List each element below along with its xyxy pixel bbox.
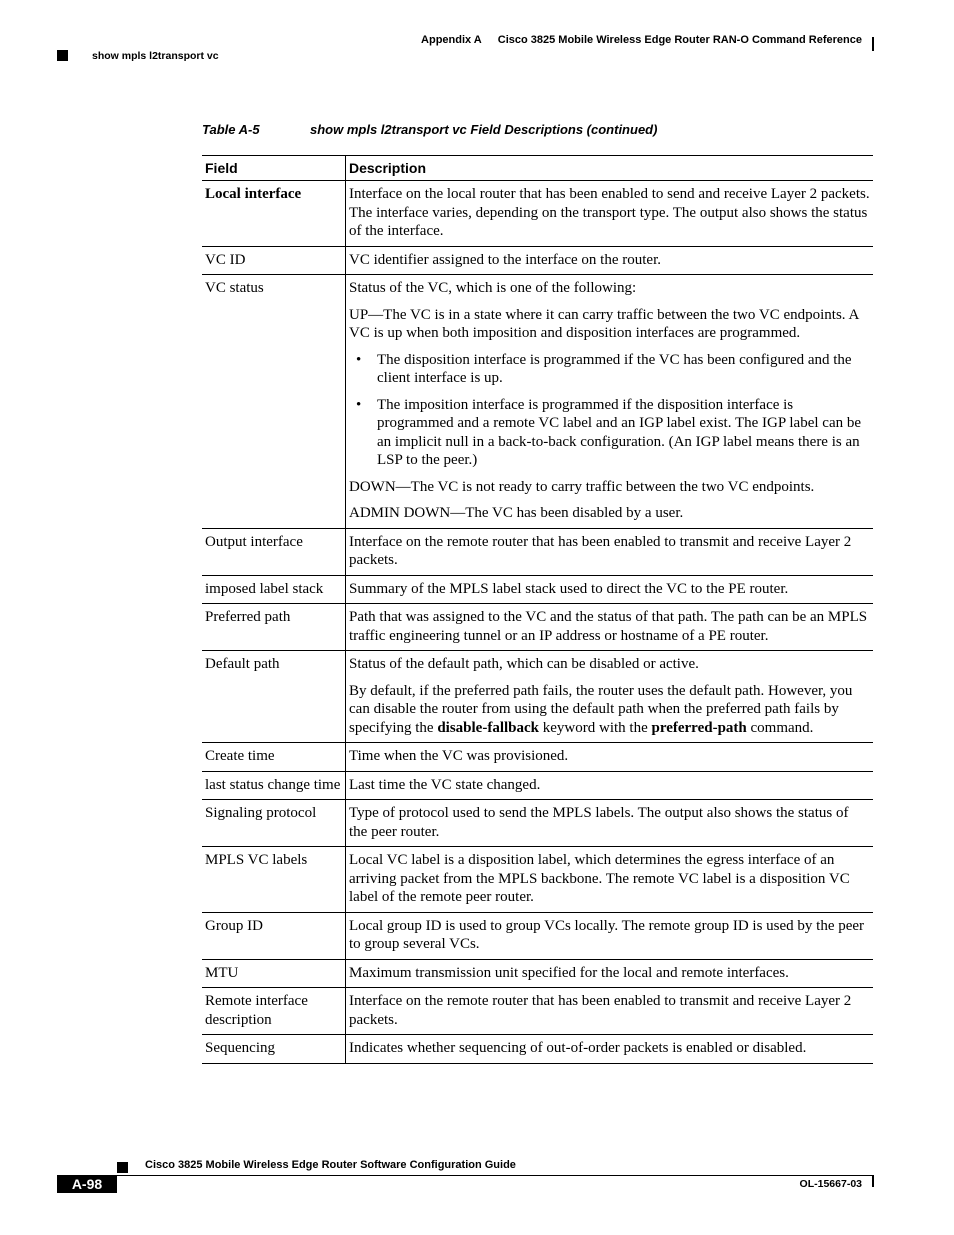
table-number: Table A-5	[202, 122, 260, 137]
table-row	[202, 847, 873, 913]
description-cell	[346, 800, 874, 847]
description-text: Local VC label is a disposition label, which determines the egress interface of an arriving packet from the MPLS backbone. The remote VC label is a disposition VC label of the remote peer router.	[349, 852, 850, 905]
field-cell: Local interface	[202, 181, 346, 247]
table-title: show mpls l2transport vc Field Descriptions (continued)	[310, 122, 658, 137]
table-row	[202, 988, 873, 1035]
table-row	[202, 575, 873, 604]
running-header	[421, 34, 862, 46]
header-marker	[57, 50, 68, 61]
description-text: ADMIN DOWN—The VC has been disabled by a user.	[349, 505, 684, 521]
description-text: Local group ID is used to group VCs locally. The remote group ID is used by the peer to group several VCs.	[349, 917, 865, 952]
description-text: Interface on the local router that has been enabled to send and receive Layer 2 packets. The interface varies, depending on the transport type. The output also shows the status of the interface.	[349, 186, 870, 239]
bullet-text: The imposition interface is programmed if the disposition interface is programmed and a remote VC label and an IGP label exist. The IGP label can be an implicit null in a back-to-back configuration. (An IGP label means there is an LSP to the peer.)	[377, 396, 862, 468]
description-cell	[346, 246, 874, 275]
description-cell	[346, 275, 874, 529]
field-cell: MTU	[202, 959, 346, 988]
field-cell: Sequencing	[202, 1035, 346, 1064]
description-text: Status of the VC, which is one of the following:	[349, 280, 637, 296]
table-row	[202, 275, 873, 529]
field-cell: last status change time	[202, 771, 346, 800]
keyword-disable-fallback: disable-fallback	[437, 719, 539, 736]
table-row	[202, 771, 873, 800]
page-number: A-98	[57, 1175, 117, 1193]
table-row	[202, 651, 873, 743]
footer-rule-end	[872, 1175, 874, 1187]
description-cell	[346, 651, 874, 743]
table-header-row	[202, 156, 873, 181]
bullet-icon: •	[356, 351, 362, 368]
column-header-description: Description	[346, 156, 874, 181]
bullet-list	[349, 351, 870, 470]
field-cell: VC ID	[202, 246, 346, 275]
header-appendix: Appendix A	[421, 34, 482, 46]
description-cell	[346, 604, 874, 651]
description-text: Path that was assigned to the VC and the status of that path. The path can be an MPLS traffic engineering tunnel or an IP address or hostname of a PE router.	[349, 609, 868, 644]
field-cell: Signaling protocol	[202, 800, 346, 847]
table-row	[202, 181, 873, 247]
description-text: DOWN—The VC is not ready to carry traffic between the two VC endpoints.	[349, 478, 815, 495]
description-cell	[346, 1035, 874, 1064]
table-row	[202, 800, 873, 847]
description-cell	[346, 771, 874, 800]
description-text-part: command.	[746, 719, 814, 736]
description-cell	[346, 847, 874, 913]
field-cell: VC status	[202, 275, 346, 529]
table-row	[202, 246, 873, 275]
description-text: UP—The VC is in a state where it can carry traffic between the two VC endpoints. A VC is up when both imposition and disposition interfaces are programmed.	[349, 306, 859, 341]
description-text: Time when the VC was provisioned.	[349, 748, 569, 764]
footer-guide-title: Cisco 3825 Mobile Wireless Edge Router Software Configuration Guide	[145, 1159, 516, 1171]
field-cell: Remote interface description	[202, 988, 346, 1035]
field-cell: Output interface	[202, 528, 346, 575]
field-cell: Group ID	[202, 912, 346, 959]
table-row	[202, 528, 873, 575]
description-cell	[346, 528, 874, 575]
description-cell	[346, 575, 874, 604]
bullet-item	[349, 396, 870, 470]
description-text	[349, 682, 870, 738]
column-header-field: Field	[202, 156, 346, 181]
field-cell: MPLS VC labels	[202, 847, 346, 913]
table-row	[202, 604, 873, 651]
description-text-part: By default, if the preferred path fails, the router uses the default path. However, you can disable the router from using the default path when the preferred path fails by specifying the	[349, 682, 853, 736]
field-cell: Preferred path	[202, 604, 346, 651]
table-row	[202, 912, 873, 959]
footer-marker	[117, 1162, 128, 1173]
keyword-preferred-path: preferred-path	[651, 719, 747, 736]
description-cell	[346, 912, 874, 959]
description-text: Indicates whether sequencing of out-of-order packets is enabled or disabled.	[349, 1040, 807, 1056]
description-cell	[346, 988, 874, 1035]
field-descriptions-table	[202, 155, 873, 1064]
description-cell	[346, 959, 874, 988]
table-caption	[202, 122, 657, 137]
table-row	[202, 743, 873, 772]
footer-rule	[57, 1175, 874, 1176]
description-cell	[346, 743, 874, 772]
description-text: Interface on the remote router that has been enabled to transmit and receive Layer 2 packets.	[349, 533, 852, 568]
description-text-part: keyword with the	[539, 719, 652, 736]
description-text: VC identifier assigned to the interface on the router.	[349, 251, 661, 268]
field-cell: Default path	[202, 651, 346, 743]
field-cell: imposed label stack	[202, 575, 346, 604]
header-section: show mpls l2transport vc	[92, 50, 219, 62]
description-text: Interface on the remote router that has been enabled to transmit and receive Layer 2 packets.	[349, 993, 852, 1028]
description-text: Status of the default path, which can be disabled or active.	[349, 656, 699, 672]
header-rule	[872, 37, 874, 51]
bullet-text: The disposition interface is programmed if the VC has been configured and the client interface is up.	[377, 351, 852, 386]
description-text: Type of protocol used to send the MPLS labels. The output also shows the status of the peer router.	[349, 805, 849, 840]
description-text: Summary of the MPLS label stack used to direct the VC to the PE router.	[349, 580, 789, 597]
table-row	[202, 959, 873, 988]
field-cell: Create time	[202, 743, 346, 772]
header-reference-title: Cisco 3825 Mobile Wireless Edge Router RAN-O Command Reference	[497, 34, 862, 46]
document-number: OL-15667-03	[799, 1178, 862, 1190]
bullet-icon: •	[356, 396, 362, 413]
description-text: Maximum transmission unit specified for the local and remote interfaces.	[349, 964, 789, 981]
description-cell	[346, 181, 874, 247]
description-text: Last time the VC state changed.	[349, 776, 541, 793]
bullet-item	[349, 351, 870, 388]
table-row	[202, 1035, 873, 1064]
